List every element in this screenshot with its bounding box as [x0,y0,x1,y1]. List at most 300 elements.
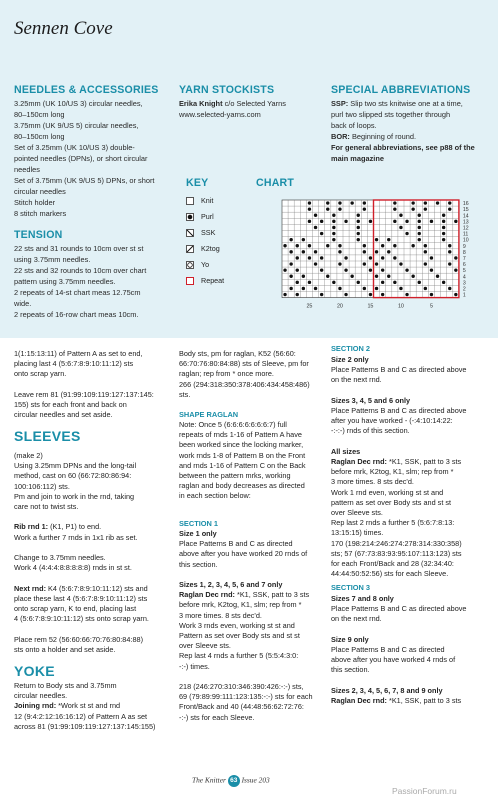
text-line: 44:44:50:52:56) sts for each Sleeve. [331,569,449,579]
text-line: placing last 4 (5:6:7:8:9:10:11:12) sts [14,359,134,369]
chart-column-label: 5 [429,303,433,310]
text-line: 4 (5:6:7:8:9:10:11:12) sts onto scrap yarn. [14,614,149,624]
purl-stitch [369,293,372,296]
purl-stitch [296,268,299,271]
purl-stitch [393,220,396,223]
purl-stitch [338,250,341,253]
purl-stitch [405,232,408,235]
purl-stitch [302,250,305,253]
purl-stitch [320,256,323,259]
text-line: between the pattern mrks, working [179,471,291,481]
chart-column-label: 20 [336,303,343,310]
text-line: place these last 4 (5:6:7:8:9:10:11:12) sts [14,593,148,603]
text-line: pattern using 3.75mm needles. [14,277,116,286]
text-line: Place Patterns B and C as directed above [331,604,467,614]
purl-stitch [308,207,311,210]
chart-row-label: 12 [462,225,469,232]
bor-label: BOR: [331,132,350,141]
text-line: across 81 (91:99:109:119:127:137:145:155) [14,721,156,731]
run-in-label: Rib rnd 1: [14,522,49,532]
text-line [14,624,149,634]
key-label-yo: Yo [201,260,210,269]
purl-stitch [308,201,311,204]
general-abbrev-line-2: main magazine [331,154,384,163]
purl-stitch [448,207,451,210]
column-1-intro [14,349,154,420]
tension-list [14,243,146,320]
bor-text: Beginning of round. [349,132,417,141]
purl-stitch [332,238,335,241]
text-line: Pattern as set over Body sts and st st [179,631,300,641]
purl-stitch [424,244,427,247]
text-line: Body sts, pm for raglan, K52 (56:60: [179,349,296,358]
purl-stitch [375,250,378,253]
text-line: using 3.75mm needles. [14,255,91,264]
purl-stitch [405,220,408,223]
text-line: Change to 3.75mm needles. [14,553,106,562]
purl-stitch [344,268,347,271]
purl-stitch [424,201,427,204]
ssp-line-1: Slip two sts knitwise one at a time, [348,99,463,108]
purl-stitch [381,256,384,259]
run-in-text: *K1, SSK, patt to 3 sts [386,457,462,466]
purl-stitch [350,201,353,204]
text-line: 80–150cm long [14,110,65,119]
text-line: sts onto a holder and set aside. [14,644,116,654]
k2tog-icon [186,245,194,253]
text-line: 22 sts and 32 rounds to 10cm over chart [14,266,147,275]
purl-stitch [338,244,341,247]
text-line: 170 (198:214:246:274:278:314:330:358) [331,538,462,548]
text-line: before mrk, K2tog, K1, slm; rep from * [179,600,302,610]
text-line: 218 (246:270:310:346:390:426:-:-) sts, [179,682,304,692]
text-line: 13:15:15) times. [331,528,384,538]
text-line: Place Patterns B and C as directed [331,645,445,654]
chart-row-label: 8 [462,249,466,256]
abbreviations-heading: SPECIAL ABBREVIATIONS [331,84,471,96]
text-line: -:-:-) rnds of this section. [331,426,410,436]
yarn-heading: YARN STOCKISTS [179,84,275,96]
abbreviations-text [331,98,475,164]
purl-stitch [326,201,329,204]
purl-stitch [448,201,451,204]
text-line: Work 3 rnds even, working st st and [179,620,295,630]
text-line [331,386,466,396]
chart-row-label: 5 [462,268,466,275]
text-line: Size 2 only [331,355,369,364]
run-in-label: Raglan Dec rnd: [331,457,387,466]
purl-stitch [369,220,372,223]
purl-stitch [363,207,366,210]
purl-stitch [302,287,305,290]
purl-stitch [411,201,414,204]
purl-stitch [430,268,433,271]
text-line: onto scrap yarn, K to end, placing last [14,604,137,613]
purl-stitch [283,244,286,247]
purl-stitch [411,244,414,247]
purl-stitch [344,256,347,259]
purl-stitch [326,275,329,278]
yarn-distributor: c/o Selected Yarns [222,99,286,108]
text-line: raglan; rep from * once more. [179,369,274,379]
purl-stitch [454,268,457,271]
purl-stitch [338,201,341,204]
chart-row-label: 11 [462,231,469,238]
purl-stitch [424,262,427,265]
purl-stitch [320,220,323,223]
purl-stitch [393,256,396,259]
text-line: Return to Body sts and 3.75mm [14,681,117,690]
text-line: before mrk, K2tog, K1, slm; rep from * [331,467,454,477]
chart-row-label: 7 [462,256,466,262]
purl-stitch [338,262,341,265]
text-line: needles [14,165,40,174]
purl-stitch [350,275,353,278]
chart-column-label: 15 [367,303,374,310]
purl-stitch [375,238,378,241]
text-line [331,696,466,706]
purl-stitch [442,226,445,229]
text-line: Place rem 52 (56:60:66:70:76:80:84:88) [14,634,143,644]
text-line: sts. [179,389,191,399]
chart-row-label: 6 [462,262,466,269]
text-line: over Sleeve sts. [331,508,383,518]
text-line: Work 1 rnd even, working st st and [331,487,444,497]
purl-stitch [442,232,445,235]
purl-stitch [332,220,335,223]
run-in-text: *K1, SSK, patt to 3 sts [234,590,310,600]
text-line [331,437,466,447]
purl-stitch [424,250,427,253]
watermark: PassionForum.ru [392,786,457,796]
section-1-heading: SECTION 1 [179,519,219,528]
run-in-text: (K1, P1) to end. [48,522,102,532]
key-label-purl: Purl [201,212,214,221]
text-line: over Sleeve sts. [179,641,231,651]
purl-stitch [320,293,323,296]
purl-stitch [393,281,396,284]
text-line: Sizes 2, 3, 4, 5, 6, 7, 8 and 9 only [331,685,443,695]
text-line: this section. [331,665,370,675]
text-line: Set of 3.25mm (UK 10/US 3) double- [14,143,135,152]
text-line: 100:106:112) sts. [14,481,70,491]
text-line: Front/Back and 40 (44:48:56:62:72:76: [179,702,304,712]
purl-icon [186,213,194,221]
key-label-ssk: SSK [201,228,216,237]
chart-row-label: 10 [462,237,469,244]
purl-stitch [308,281,311,284]
key-heading: KEY [186,177,209,189]
purl-stitch [424,287,427,290]
column-2-intro [179,349,310,400]
repeat-icon [186,277,194,285]
key-label-repeat: Repeat [201,276,225,285]
purl-stitch [344,293,347,296]
purl-stitch [308,244,311,247]
text-line: 12 (9:4:2:12:16:16:12) of Pattern A as set [14,711,148,721]
text-line [331,625,466,635]
purl-stitch [411,207,414,210]
knitting-chart [278,196,478,322]
page-title: Sennen Cove [14,18,113,39]
text-line [14,584,149,594]
text-line: Stitch holder [14,198,56,207]
purl-stitch [424,207,427,210]
purl-stitch [430,293,433,296]
purl-stitch [381,244,384,247]
chart-row-label: 2 [462,286,466,293]
text-line: method, cast on 60 (66:72:80:86:94: [14,471,132,481]
purl-stitch [418,232,421,235]
purl-stitch [442,281,445,284]
purl-stitch [283,293,286,296]
purl-stitch [357,226,360,229]
purl-stitch [296,244,299,247]
purl-stitch [375,287,378,290]
text-line: Work a further 7 rnds in 1x1 rib as set. [14,532,138,542]
purl-stitch [302,275,305,278]
knit-icon [186,197,194,205]
section-2-instructions [331,355,466,579]
sleeves-instructions [14,451,149,655]
purl-stitch [387,238,390,241]
purl-stitch [338,207,341,210]
yarn-brand: Erika Knight [179,99,223,108]
section-2-heading: SECTION 2 [331,344,371,353]
run-in-label: Joining rnd: [14,701,57,711]
chart-row-label: 13 [462,219,469,226]
chart-row-label: 9 [462,243,466,250]
text-line: Set of 3.75mm (UK 9/US 5) DPNs, or short [14,176,155,185]
text-line: Using 3.25mm DPNs and the long-tail [14,461,137,471]
purl-stitch [289,275,292,278]
text-line: wide. [14,299,32,308]
text-line: Rep last 4 rnds a further 5 (5:5:4:3:0: [179,651,299,661]
purl-stitch [308,256,311,259]
purl-stitch [326,244,329,247]
text-line: work rnds 1-8 of Pattern B on the Front [179,450,306,460]
text-line: Size 1 only [179,529,217,538]
text-line: 2 repeats of 16-row chart meas 10cm. [14,310,139,319]
text-line: onto scrap yarn. [14,369,67,379]
purl-stitch [314,262,317,265]
purl-stitch [430,220,433,223]
section-3-heading: SECTION 3 [331,583,371,592]
text-line: Rep last 2 rnds a further 5 (5:6:7:8:13: [331,518,455,528]
purl-stitch [357,238,360,241]
chart-column-label: 10 [397,303,404,310]
purl-stitch [332,232,335,235]
chart-row-label: 16 [462,201,469,208]
text-line: in each section below: [179,491,251,501]
text-line [14,512,149,522]
text-line: Note: Once 5 (6:6:6:6:6:6:6:7) full [179,420,287,429]
yoke-instructions [14,681,155,732]
magazine-name: The Knitter [192,775,226,785]
text-line: 1(1:15:13:11) of Pattern A as set to end, [14,349,143,358]
chart-row-label: 3 [462,280,466,287]
purl-stitch [289,238,292,241]
purl-stitch [405,268,408,271]
ssp-label: SSP: [331,99,349,108]
text-line: (make 2) [14,451,43,460]
text-line: Place Patterns B and C as directed above [331,406,467,415]
section-1-instructions [179,529,313,723]
text-line [14,573,149,583]
text-line: 3 more times. 8 sts dec'd. [179,610,262,620]
purl-stitch [418,226,421,229]
shape-raglan-instructions [179,420,306,502]
purl-stitch [314,250,317,253]
purl-stitch [302,238,305,241]
text-line [331,457,466,467]
purl-stitch [357,232,360,235]
yarn-url: www.selected-yarns.com [179,110,261,119]
purl-stitch [363,262,366,265]
purl-stitch [326,207,329,210]
purl-stitch [320,268,323,271]
purl-stitch [405,293,408,296]
text-line: Sizes 1, 2, 3, 4, 5, 6 and 7 only [179,580,283,589]
text-line: -:-) times. [179,661,210,671]
text-line: circular needles and set aside. [14,410,113,420]
ssk-icon [186,229,194,237]
text-line: this section. [179,559,218,569]
purl-stitch [289,287,292,290]
text-line: 80–150cm long [14,132,65,141]
purl-stitch [338,287,341,290]
text-line: 2 repeats of 14-st chart meas 12.75cm [14,288,141,297]
text-line: 8 stitch markers [14,209,67,218]
text-line: 22 sts and 31 rounds to 10cm over st st [14,244,144,253]
text-line: 66:70:76:80:84:88) sts of Sleeve, pm for [179,359,309,369]
text-line: Sizes 3, 4, 5 and 6 only [331,395,411,405]
purl-stitch [308,220,311,223]
needles-list [14,98,154,219]
text-line: 69 (79:89:99:111:123:135:-:-) sts for each [179,692,313,702]
text-line [179,570,313,580]
text-line [14,543,149,553]
purl-stitch [283,268,286,271]
purl-stitch [381,281,384,284]
purl-stitch [369,268,372,271]
purl-stitch [448,244,451,247]
purl-stitch [448,250,451,253]
purl-stitch [320,232,323,235]
tension-heading: TENSION [14,229,63,241]
ssp-line-2: purl two slipped sts together through [331,110,451,119]
text-line: Size 9 only [331,634,369,644]
chart-row-label: 1 [462,292,466,299]
purl-stitch [418,238,421,241]
text-line: after you have worked - (-:4:10:14:22: [331,416,453,426]
text-line [179,590,313,600]
yoke-heading: YOKE [14,663,55,679]
chart-row-label: 4 [462,274,466,281]
purl-stitch [454,256,457,259]
purl-stitch [436,201,439,204]
purl-stitch [448,262,451,265]
text-line: Place Patterns B and C as directed [179,539,293,549]
purl-stitch [454,220,457,223]
text-line [14,701,155,711]
purl-stitch [363,287,366,290]
purl-stitch [387,250,390,253]
text-line: raglan and body decreases as directed [179,481,305,491]
text-line: 3.25mm (UK 10/US 3) circular needles, [14,99,143,108]
text-line: for each Front/Back and 28 (32:34:40: [331,559,454,569]
purl-stitch [357,281,360,284]
purl-stitch [381,268,384,271]
text-line: pointed needles (DPNs), or short circular [14,154,148,163]
run-in-text: *Work st st and rnd [56,701,121,711]
general-abbrev-line-1: For general abbreviations, see p88 of the [331,143,475,152]
text-line: sts; 57 (67:73:83:93:95:107:113:123) sts [331,548,462,558]
purl-stitch [442,238,445,241]
text-line [14,522,149,532]
text-line: and rnds 1-16 of Pattern C on the Back [179,460,306,470]
purl-stitch [399,287,402,290]
yo-icon [186,261,194,269]
text-line: repeats of rnds 1-16 of Pattern A have [179,430,302,440]
purl-stitch [314,214,317,217]
purl-stitch [332,214,335,217]
purl-stitch [399,226,402,229]
issue-number: Issue 203 [241,775,270,785]
purl-stitch [296,293,299,296]
purl-stitch [411,275,414,278]
purl-stitch [332,281,335,284]
needles-heading: NEEDLES & ACCESSORIES [14,84,159,96]
purl-stitch [399,214,402,217]
purl-stitch [381,293,384,296]
purl-stitch [363,244,366,247]
purl-stitch [418,214,421,217]
purl-stitch [363,201,366,204]
purl-stitch [418,281,421,284]
text-line: Sizes 7 and 8 only [331,594,394,603]
run-in-text: K4 (5:6:7:8:9:10:11:12) sts and [46,583,148,593]
text-line: 3.75mm (UK 9/US 5) circular needles, [14,121,139,130]
text-line: All sizes [331,446,361,456]
purl-stitch [387,275,390,278]
text-line: been worked since the locking marker, [179,440,304,450]
chart-heading: CHART [256,177,295,189]
chart-column-label: 25 [306,303,313,310]
text-line: on the next rnd. [331,614,382,624]
purl-stitch [314,287,317,290]
section-3-instructions [331,594,466,706]
sleeves-heading: SLEEVES [14,428,81,444]
text-line: circular needles [14,187,66,196]
purl-stitch [375,275,378,278]
purl-stitch [296,281,299,284]
ssp-line-3: back of loops. [331,121,377,130]
text-line: circular needles. [14,691,68,701]
text-line: Pm and join to work in the rnd, taking [14,491,135,501]
purl-stitch [332,226,335,229]
text-line [331,676,466,686]
purl-stitch [393,201,396,204]
purl-stitch [344,220,347,223]
text-line: -:-) sts for each Sleeve. [179,712,255,722]
purl-stitch [357,220,360,223]
text-line: above after you have worked 4 rnds of [331,655,456,665]
purl-stitch [418,220,421,223]
purl-stitch [357,214,360,217]
purl-stitch [375,262,378,265]
page-number: 63 [228,775,240,787]
